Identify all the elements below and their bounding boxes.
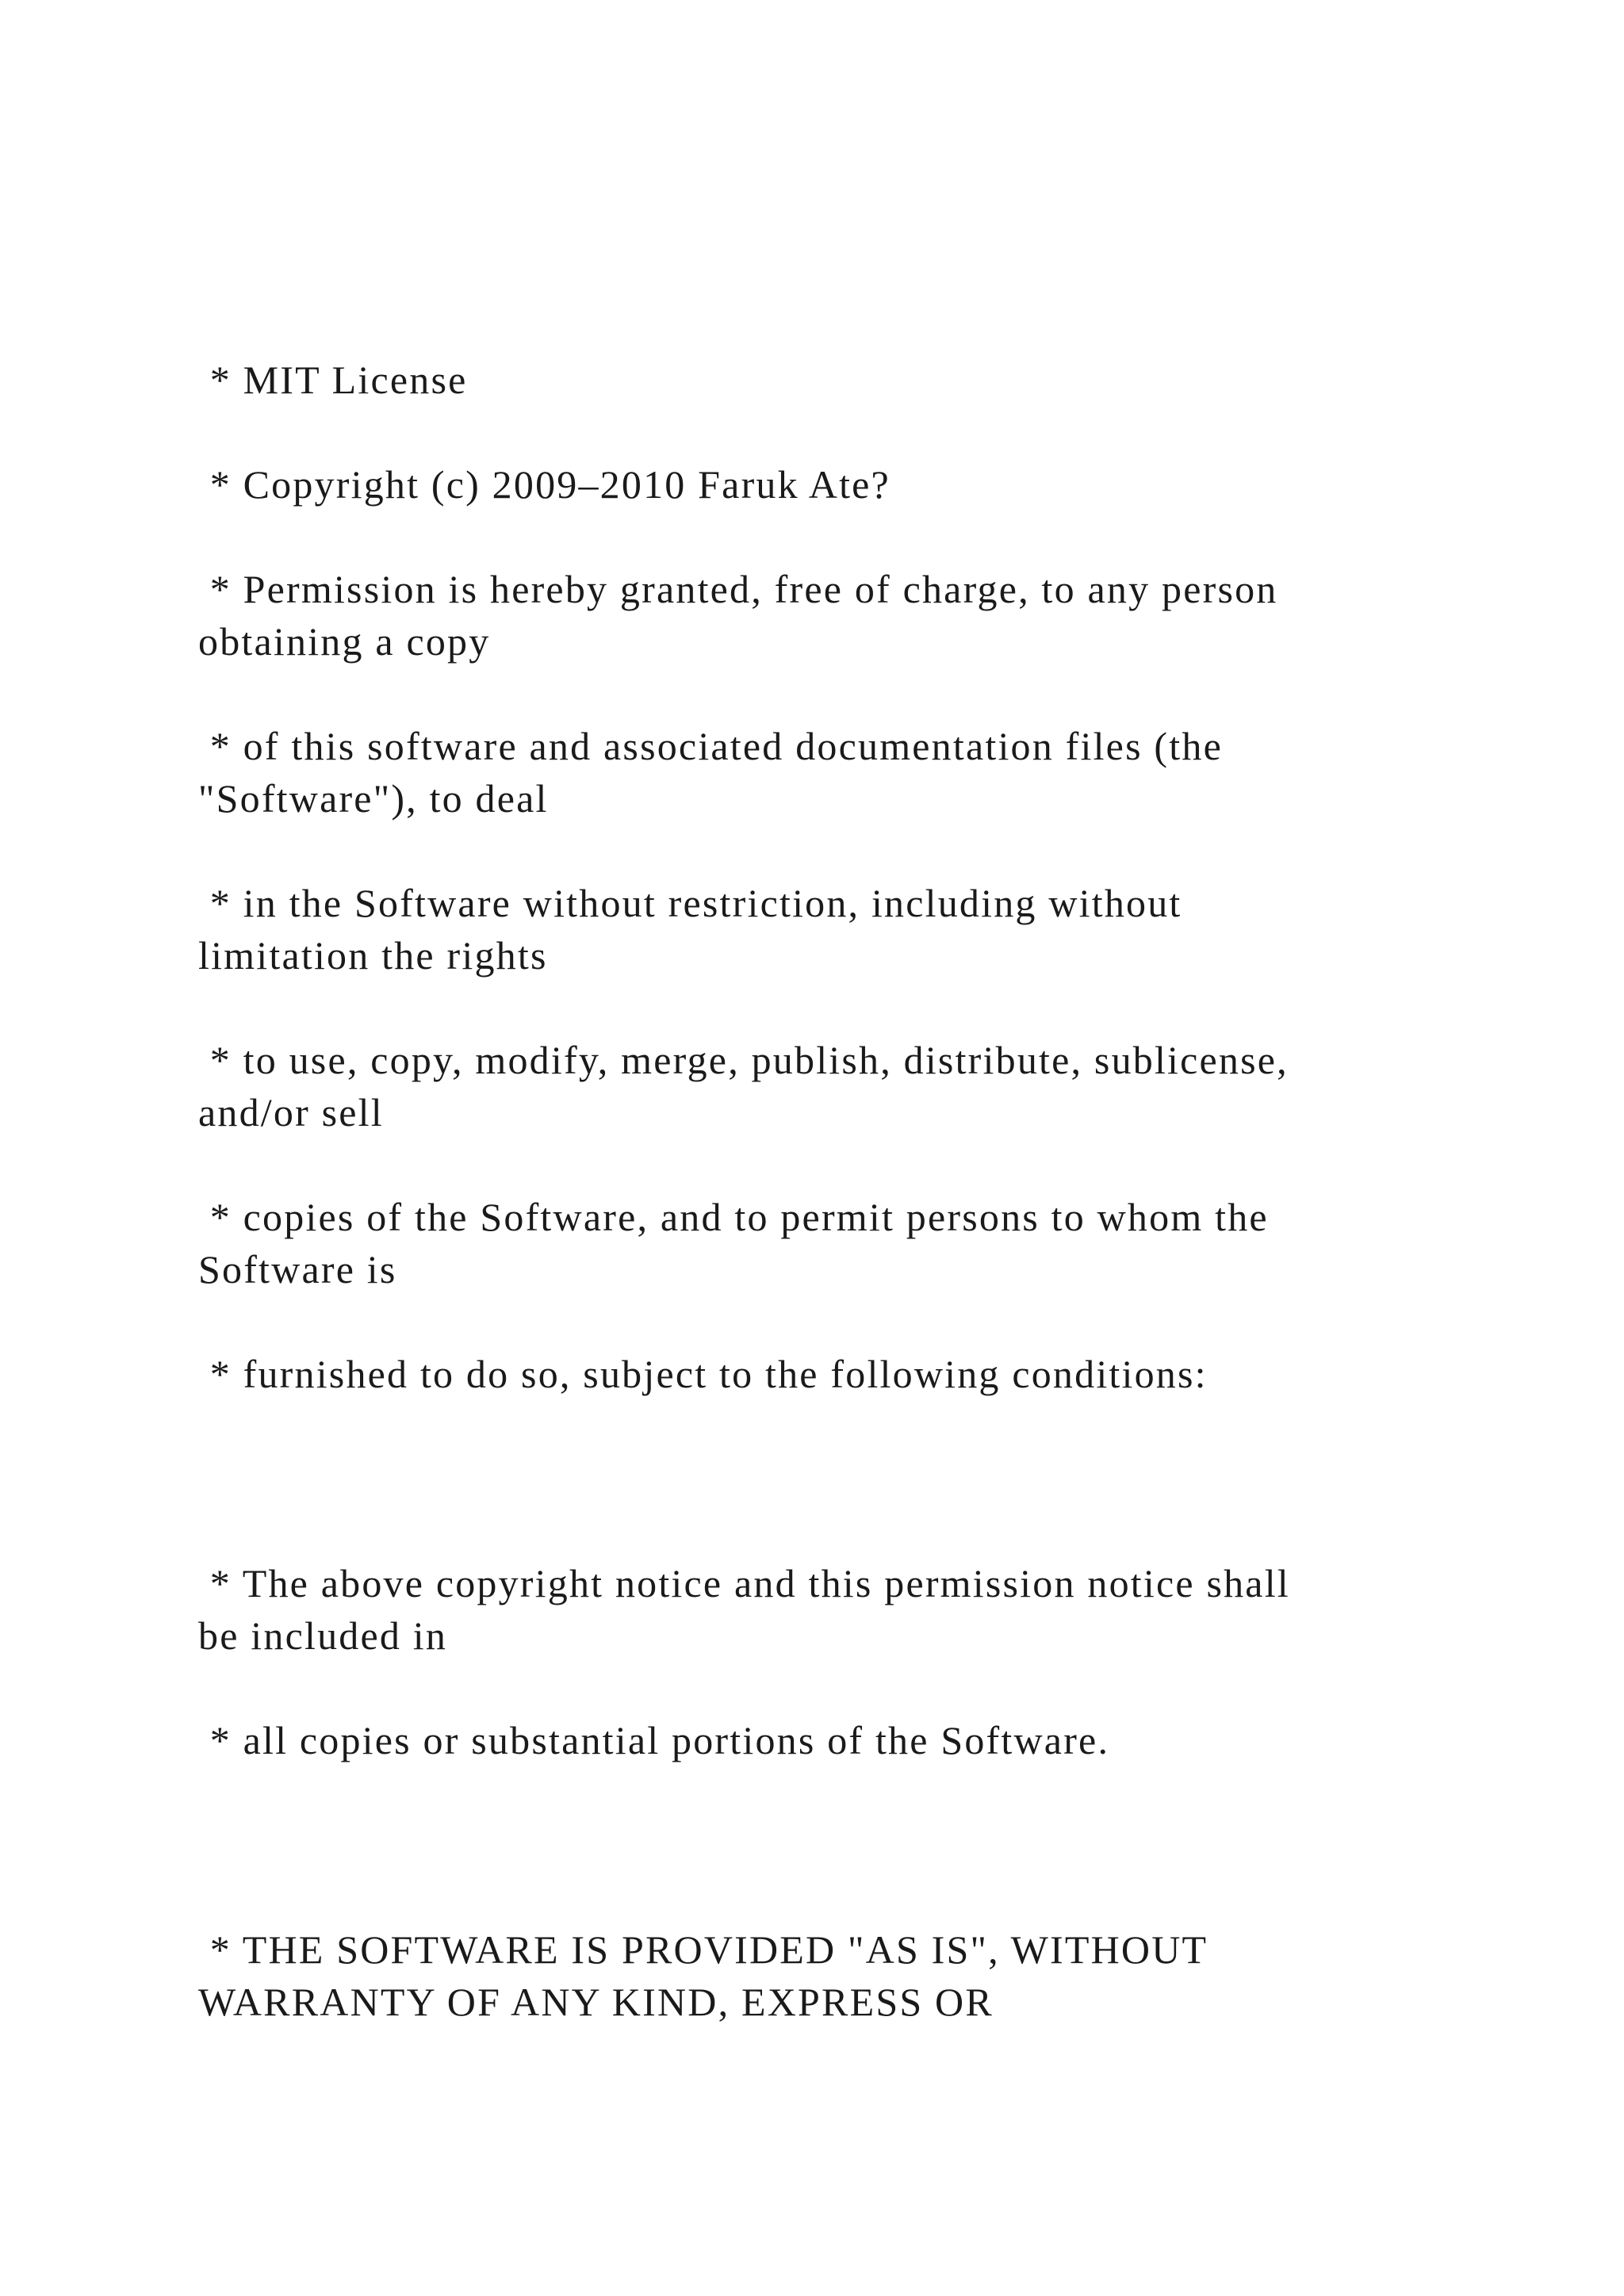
text-line: Software is [198,1247,397,1292]
text-line: * all copies or substantial portions of the Software. [198,1718,1110,1762]
text-line: obtaining a copy [198,619,491,664]
text-line: * of this software and associated documentation files (the [198,724,1223,768]
text-line: * Copyright (c) 2009–2010 Faruk Ate? [198,462,891,507]
text-line: * MIT License [198,358,468,402]
text-line: * in the Software without restriction, including without [198,881,1182,925]
text-line: "Software"), to deal [198,776,549,821]
text-line: WARRANTY OF ANY KIND, EXPRESS OR [198,1980,994,2024]
text-line: * copies of the Software, and to permit persons to whom the [198,1195,1269,1239]
text-line: * THE SOFTWARE IS PROVIDED "AS IS", WITHOUT [198,1927,1208,1972]
text-line: and/or sell [198,1090,384,1135]
text-line: * Permission is hereby granted, free of charge, to any person [198,567,1278,611]
text-line: limitation the rights [198,933,548,978]
text-line: * furnished to do so, subject to the following conditions: [198,1352,1208,1396]
text-line: * to use, copy, modify, merge, publish, distribute, sublicense, [198,1038,1289,1082]
text-line: * The above copyright notice and this permission notice shall [198,1561,1290,1605]
text-line: be included in [198,1613,448,1658]
